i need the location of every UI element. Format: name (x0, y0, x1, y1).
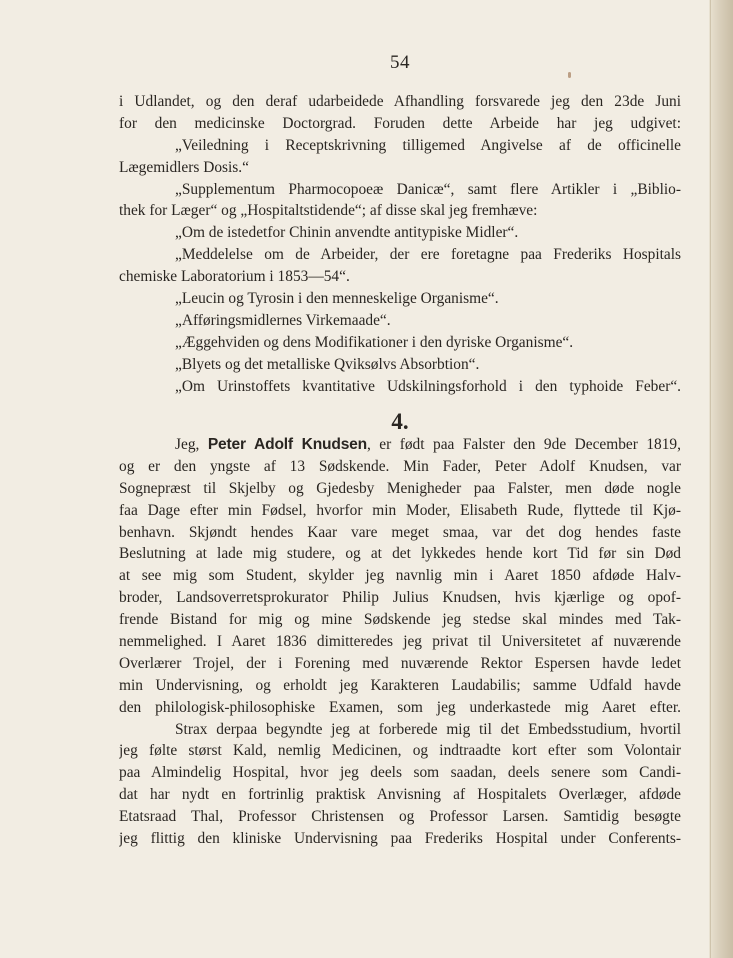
text-line: min Undervisning, og erholdt jeg Karakteren Laudabilis; samme Udfald havde (119, 676, 681, 694)
text-line: „Supplementum Pharmocopoeæ Danicæ“, samt flere Artikler i „Biblio- (175, 180, 681, 198)
text-line: Overlærer Trojel, der i Forening med nuværende Rektor Espersen havde ledet (119, 654, 681, 672)
text-line: jeg følte størst Kald, nemlig Medicinen, og indtraadte kort efter som Volontair (119, 742, 681, 760)
text-line: for den medicinske Doctorgrad. Foruden dette Arbeide har jeg udgivet: (119, 114, 681, 132)
line-prefix: Jeg, (175, 436, 200, 453)
page-number: 54 (390, 52, 410, 73)
text-line: i Udlandet, og den deraf udarbeidede Afhandling forsvarede jeg den 23de Juni (119, 93, 681, 110)
text-line: „Blyets og det metalliske Qviksølvs Absorbtion“. (175, 355, 480, 373)
text-line: „Leucin og Tyrosin i den menneskelige Organisme“. (175, 290, 499, 308)
text-line: benhavn. Skjøndt hendes Kaar vare meget smaa, var det dog hendes faste (119, 523, 681, 541)
text-line: Strax derpaa begyndte jeg at forberede mig til det Embedsstudium, hvortil (175, 720, 681, 738)
line-suffix: , er født paa Falster den 9de December 1819, (366, 436, 681, 453)
text-line: frende Bistand for mig og mine Sødskende jeg stedse skal mindes med Tak- (119, 611, 681, 629)
text-line: „Om de istedetfor Chinin anvendte antitypiske Midler“. (175, 224, 519, 242)
text-line: thek for Læger“ og „Hospitaltstidende“; af disse skal jeg fremhæve: (119, 202, 538, 220)
page-edge (709, 0, 733, 958)
publications-paragraph (119, 91, 681, 398)
text-line: „Veiledning i Receptskrivning tilligemed Angivelse af de officinelle (175, 136, 681, 154)
text-line: „Meddelelse om de Arbeider, der ere foretagne paa Frederiks Hospitals (175, 246, 681, 264)
section-number: 4. (391, 409, 409, 434)
author-name: Peter Adolf Knudsen (207, 436, 367, 453)
text-line: „Om Urinstoffets kvantitative Udskilningsforhold i den typhoide Feber“. (175, 377, 681, 395)
text-line: den philologisk-philosophiske Examen, som jeg underkastede mig Aaret efter. (119, 698, 681, 716)
text-line: og er den yngste af 13 Sødskende. Min Fader, Peter Adolf Knudsen, var (119, 457, 681, 475)
text-line: chemiske Laboratorium i 1853—54“. (119, 268, 350, 286)
text-line: broder, Landsoverretsprokurator Philip Julius Knudsen, hvis kjærlige og opof- (119, 589, 681, 607)
text-line: Lægemidlers Dosis.“ (119, 158, 249, 176)
text-line: dat har nydt en fortrinlig praktisk Anvisning af Hospitalets Overlæger, afdøde (119, 786, 681, 804)
text-line: Sognepræst til Skjelby og Gjedesby Menigheder paa Falster, men døde nogle (119, 479, 681, 497)
page-fold-line (710, 0, 711, 958)
text-line: Beslutning at lade mig studere, og at det lykkedes hende kort Tid før sin Død (119, 545, 681, 563)
biography-paragraph (119, 434, 681, 850)
text-line: jeg flittig den kliniske Undervisning paa Frederiks Hospital under Conferents- (119, 830, 681, 848)
text-line: paa Almindelig Hospital, hvor jeg deels som saadan, deels senere som Candi- (119, 764, 681, 782)
text-line: „Æggehviden og dens Modifikationer i den dyriske Organisme“. (175, 333, 574, 351)
text-line: at see mig som Student, skylder jeg navnlig min i Aaret 1850 afdøde Halv- (119, 567, 681, 585)
text-line: Etatsraad Thal, Professor Christensen og Professor Larsen. Samtidig besøgte (119, 808, 681, 826)
text-line: nemmelighed. I Aaret 1836 dimitteredes jeg privat til Universitetet af nuværende (119, 633, 681, 651)
text-line: faa Dage efter min Fødsel, hvorfor min Moder, Elisabeth Rude, flyttede til Kjø- (119, 501, 681, 519)
text-line-first (119, 434, 681, 456)
text-line: „Afføringsmidlernes Virkemaade“. (175, 311, 391, 329)
